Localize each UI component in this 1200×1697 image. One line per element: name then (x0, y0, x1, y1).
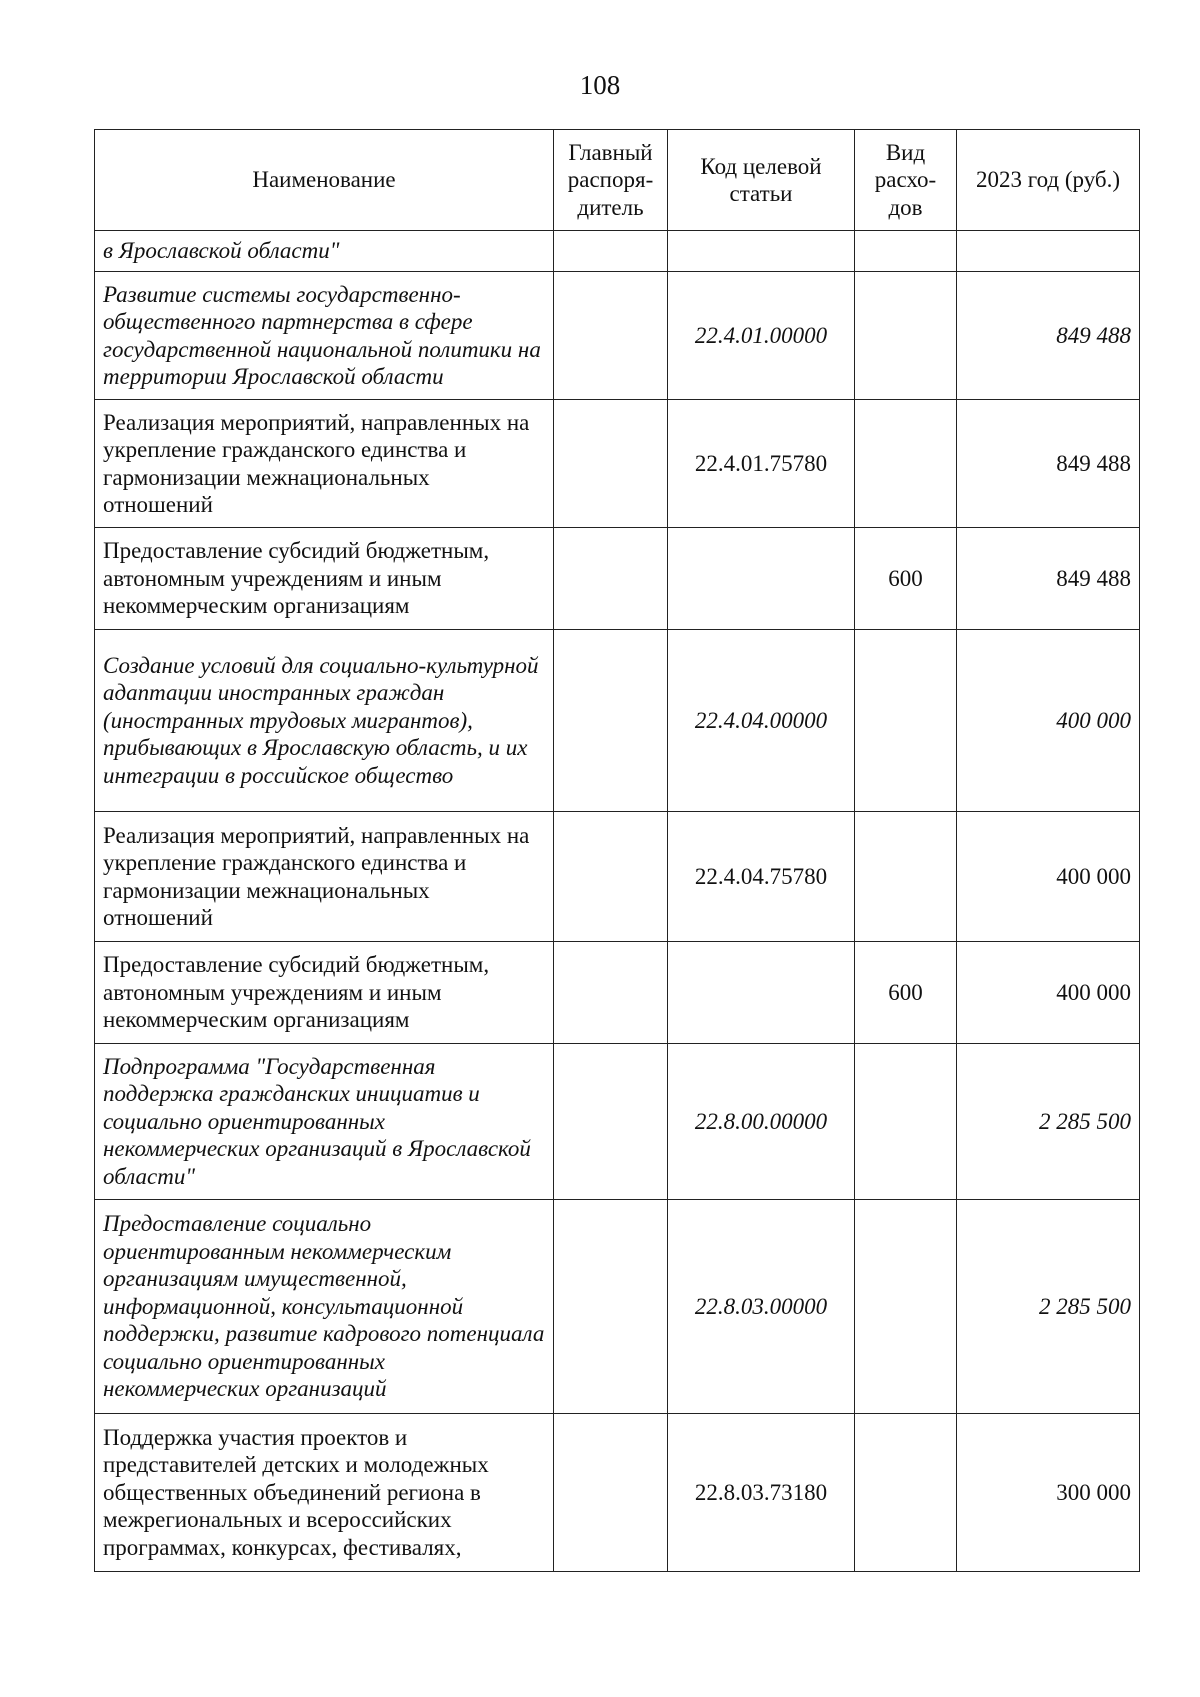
table-row (95, 1414, 1140, 1572)
row-sum: 300 000 (957, 1414, 1140, 1572)
row-code (668, 231, 855, 272)
table-row (95, 630, 1140, 812)
row-admin (554, 400, 668, 528)
row-name: Предоставление субсидий бюджетным, автономным учреждениям и иным некоммерческим организациям (95, 942, 554, 1044)
page-number: 108 (579, 70, 621, 100)
row-name: Подпрограмма "Государственная поддержка гражданских инициатив и социально ориентированных некоммерческих организаций в Ярославской области" (95, 1044, 554, 1200)
row-admin (554, 272, 668, 400)
row-sum: 400 000 (957, 812, 1140, 942)
header-admin: Главный распоря-дитель (554, 130, 668, 231)
table-row (95, 942, 1140, 1044)
row-sum: 2 285 500 (957, 1044, 1140, 1200)
row-name: Реализация мероприятий, направленных на укрепление гражданского единства и гармонизации межнациональных отношений (95, 812, 554, 942)
table-row (95, 812, 1140, 942)
row-admin (554, 528, 668, 630)
row-name: Развитие системы государственно-общественного партнерства в сфере государственной национальной политики на территории Ярославской области (95, 272, 554, 400)
table-row (95, 400, 1140, 528)
row-admin (554, 812, 668, 942)
row-admin (554, 1414, 668, 1572)
row-admin (554, 942, 668, 1044)
row-sum: 849 488 (957, 272, 1140, 400)
row-type (855, 272, 957, 400)
row-code: 22.4.04.00000 (668, 630, 855, 812)
row-code: 22.8.00.00000 (668, 1044, 855, 1200)
row-name: Создание условий для социально-культурной адаптации иностранных граждан (иностранных трудовых мигрантов), прибывающих в Ярославскую область, и их интеграции в российское общество (95, 630, 554, 812)
row-code: 22.4.01.00000 (668, 272, 855, 400)
row-type: 600 (855, 528, 957, 630)
row-type (855, 231, 957, 272)
table-header (95, 130, 1140, 231)
row-sum: 400 000 (957, 942, 1140, 1044)
row-name: в Ярославской области" (95, 231, 554, 272)
row-code (668, 942, 855, 1044)
header-code: Код целевой статьи (668, 130, 855, 231)
header-row (95, 130, 1140, 231)
row-admin (554, 1044, 668, 1200)
row-admin (554, 1200, 668, 1414)
row-type (855, 630, 957, 812)
row-type (855, 812, 957, 942)
header-sum: 2023 год (руб.) (957, 130, 1140, 231)
row-sum: 849 488 (957, 400, 1140, 528)
row-code: 22.4.04.75780 (668, 812, 855, 942)
row-code: 22.8.03.73180 (668, 1414, 855, 1572)
row-admin (554, 231, 668, 272)
table-body (95, 231, 1140, 1572)
budget-table (94, 129, 1140, 1572)
header-name: Наименование (95, 130, 554, 231)
row-type (855, 1414, 957, 1572)
row-type (855, 1200, 957, 1414)
table-row (95, 272, 1140, 400)
row-name: Поддержка участия проектов и представителей детских и молодежных общественных объединений региона в межрегиональных и всероссийских программах, конкурсах, фестивалях, (95, 1414, 554, 1572)
row-code: 22.8.03.00000 (668, 1200, 855, 1414)
row-sum (957, 231, 1140, 272)
header-type: Вид расхо-дов (855, 130, 957, 231)
row-code: 22.4.01.75780 (668, 400, 855, 528)
table-row (95, 231, 1140, 272)
row-sum: 2 285 500 (957, 1200, 1140, 1414)
row-name: Предоставление социально ориентированным некоммерческим организациям имущественной, информационной, консультационной поддержки, развитие кадрового потенциала социально ориентированных некоммерческих организаций (95, 1200, 554, 1414)
row-sum: 400 000 (957, 630, 1140, 812)
row-code (668, 528, 855, 630)
table-row (95, 528, 1140, 630)
table-row (95, 1200, 1140, 1414)
row-type (855, 400, 957, 528)
table-row (95, 1044, 1140, 1200)
row-name: Реализация мероприятий, направленных на укрепление гражданского единства и гармонизации межнациональных отношений (95, 400, 554, 528)
row-sum: 849 488 (957, 528, 1140, 630)
row-admin (554, 630, 668, 812)
row-name: Предоставление субсидий бюджетным, автономным учреждениям и иным некоммерческим организациям (95, 528, 554, 630)
row-type (855, 1044, 957, 1200)
row-type: 600 (855, 942, 957, 1044)
